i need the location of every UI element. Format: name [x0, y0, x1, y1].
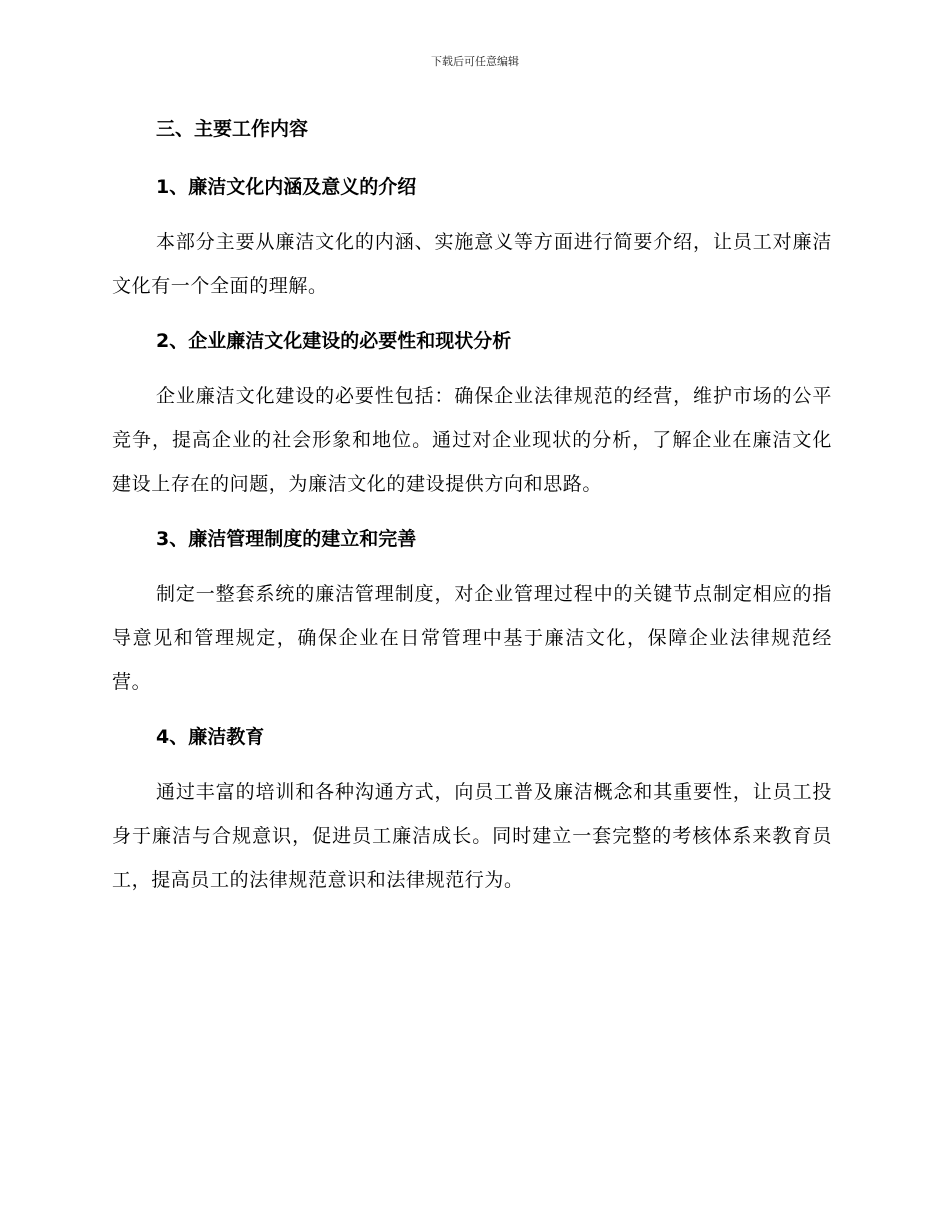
subsection-heading-3: 3、廉洁管理制度的建立和完善 [156, 528, 417, 550]
paragraph-4: 通过丰富的培训和各种沟通方式，向员工普及廉洁概念和其重要性，让员工投身于廉洁与合规意识，促进员工廉洁成长。同时建立一套完整的考核体系来教育员工，提高员工的法律规范意识和法律规范行为。 [112, 781, 832, 891]
page-header: 下载后可任意编辑 [431, 55, 519, 68]
section-title: 三、主要工作内容 [156, 118, 309, 140]
paragraph-2: 企业廉洁文化建设的必要性包括：确保企业法律规范的经营，维护市场的公平竞争，提高企业的社会形象和地位。通过对企业现状的分析，了解企业在廉洁文化建设上存在的问题，为廉洁文化的建设提供方向和思路。 [112, 385, 832, 495]
subsection-heading-1: 1、廉洁文化内涵及意义的介绍 [156, 176, 417, 198]
paragraph-1: 本部分主要从廉洁文化的内涵、实施意义等方面进行简要介绍，让员工对廉洁文化有一个全面的理解。 [112, 231, 832, 297]
subsection-heading-4: 4、廉洁教育 [156, 726, 265, 748]
subsection-heading-2: 2、企业廉洁文化建设的必要性和现状分析 [156, 330, 512, 352]
document-body [112, 110, 832, 902]
paragraph-3: 制定一整套系统的廉洁管理制度，对企业管理过程中的关键节点制定相应的指导意见和管理规定，确保企业在日常管理中基于廉洁文化，保障企业法律规范经营。 [112, 583, 832, 693]
